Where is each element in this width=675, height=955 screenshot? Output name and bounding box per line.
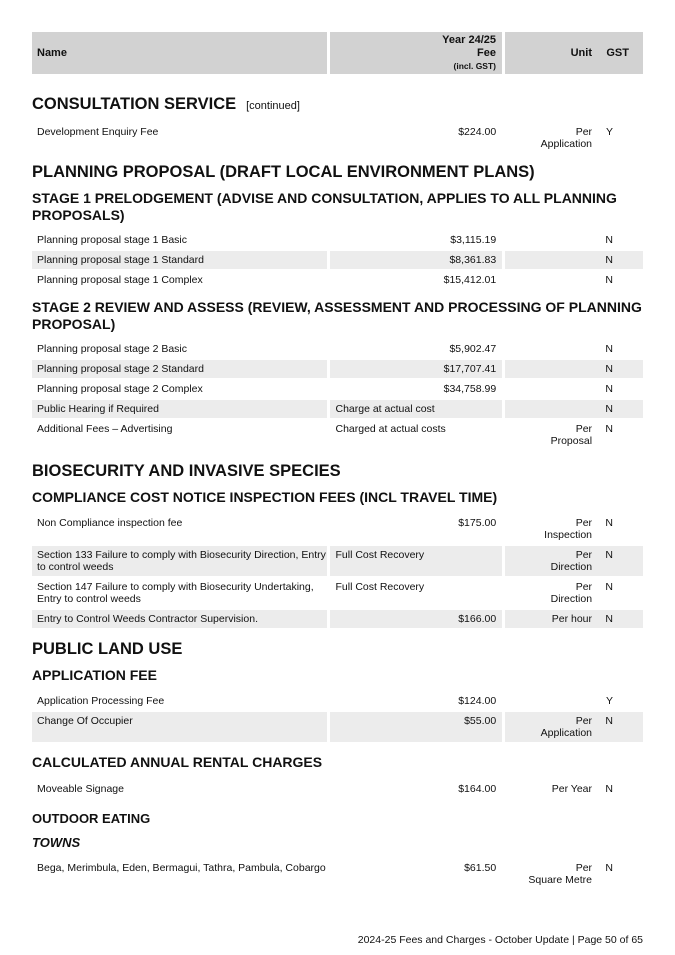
fee-name: Development Enquiry Fee <box>37 126 159 138</box>
towns-rows <box>32 859 643 889</box>
fee-unit <box>505 400 592 418</box>
fee-amount: $164.00 <box>458 783 497 795</box>
table-row <box>32 420 643 450</box>
fee-unit <box>505 271 592 289</box>
fee-unit <box>505 360 592 378</box>
fee-amount: $55.00 <box>330 712 502 742</box>
header-unit-gst <box>505 32 643 74</box>
fee-unit: Per Direction <box>550 581 593 605</box>
fee-name: Moveable Signage <box>37 783 124 795</box>
fee-gst: Y <box>605 126 613 138</box>
fee-unit <box>505 251 592 269</box>
fee-unit: Per Direction <box>505 546 592 576</box>
fee-gst: N <box>605 783 613 795</box>
fee-amount: Full Cost Recovery <box>335 581 425 593</box>
section-title-text: CONSULTATION SERVICE <box>32 95 237 113</box>
fee-amount: $61.50 <box>464 862 497 874</box>
section-title-public-land: PUBLIC LAND USE <box>32 640 183 658</box>
fee-unit: Per Year <box>551 783 593 795</box>
fee-amount: $5,902.47 <box>449 343 497 355</box>
fee-amount: $224.00 <box>458 126 497 138</box>
table-row <box>32 610 643 628</box>
fee-name: Planning proposal stage 1 Basic <box>37 234 188 246</box>
fee-name: Non Compliance inspection fee <box>37 517 183 529</box>
table-row <box>32 251 643 269</box>
fees-page <box>32 32 643 891</box>
fee-name: Change Of Occupier <box>32 712 327 742</box>
fee-name: Public Hearing if Required <box>32 400 327 418</box>
header-fee-gst-note: (incl. GST) <box>453 60 496 71</box>
fee-gst: N <box>605 581 614 593</box>
continued-label: [continued] <box>246 100 300 112</box>
header-unit: Unit <box>570 47 592 59</box>
fee-gst: N <box>592 360 643 378</box>
rental-rows <box>32 780 643 798</box>
fee-amount: $34,758.99 <box>443 383 497 395</box>
table-row <box>32 859 643 889</box>
stage2-rows <box>32 340 643 450</box>
fee-amount: $166.00 <box>330 610 502 628</box>
table-row <box>32 400 643 418</box>
fee-gst: N <box>592 712 643 742</box>
fee-name: Section 147 Failure to comply with Biosecurity Undertaking, Entry to control weeds <box>37 581 314 605</box>
subsection-title-stage2: STAGE 2 REVIEW AND ASSESS (REVIEW, ASSESSMENT AND PROCESSING OF PLANNING PROPOSAL) <box>32 299 642 332</box>
fee-gst: N <box>605 423 614 435</box>
fee-gst: N <box>605 517 613 529</box>
table-row <box>32 692 643 710</box>
fee-name: Planning proposal stage 2 Basic <box>37 343 188 355</box>
fee-name: Planning proposal stage 1 Standard <box>32 251 327 269</box>
fee-amount: Full Cost Recovery <box>330 546 502 576</box>
fee-gst: N <box>592 251 643 269</box>
fee-gst: Y <box>605 695 613 707</box>
fee-name: Planning proposal stage 2 Complex <box>37 383 203 395</box>
stage1-rows <box>32 231 643 289</box>
subsection-title-towns: TOWNS <box>32 835 81 850</box>
fee-unit: Per hour <box>505 610 592 628</box>
fee-gst: N <box>605 274 613 286</box>
section-title-biosecurity: BIOSECURITY AND INVASIVE SPECIES <box>32 462 341 480</box>
header-gst: GST <box>606 47 629 59</box>
fee-name: Additional Fees – Advertising <box>37 423 173 435</box>
fee-gst: N <box>605 383 613 395</box>
fee-amount: Charge at actual cost <box>330 400 502 418</box>
table-row <box>32 578 643 608</box>
header-fee <box>330 32 502 74</box>
fee-amount: $8,361.83 <box>330 251 502 269</box>
table-row <box>32 780 643 798</box>
fee-amount: $15,412.01 <box>443 274 497 286</box>
fee-gst: N <box>592 546 643 576</box>
header-fee-year: Year 24/25 <box>442 33 496 46</box>
fee-gst: N <box>592 610 643 628</box>
fee-unit: Per Square Metre <box>528 862 593 886</box>
fee-gst: N <box>592 400 643 418</box>
subsection-title-rental: CALCULATED ANNUAL RENTAL CHARGES <box>32 754 323 770</box>
fee-amount: $3,115.19 <box>450 234 497 246</box>
fee-gst: N <box>605 234 613 246</box>
fee-name: Entry to Control Weeds Contractor Supervision. <box>32 610 327 628</box>
consultation-rows <box>32 123 643 153</box>
fee-name: Bega, Merimbula, Eden, Bermagui, Tathra, Pambula, Cobargo <box>37 862 326 874</box>
fee-name: Application Processing Fee <box>37 695 165 707</box>
fee-gst: N <box>605 862 613 874</box>
fee-unit <box>505 380 592 398</box>
table-row <box>32 546 643 576</box>
application-rows <box>32 692 643 742</box>
fee-unit: Per Inspection <box>544 517 593 541</box>
header-fee-label: Fee <box>477 46 496 59</box>
table-row <box>32 514 643 544</box>
page-footer: 2024-25 Fees and Charges - October Update | Page 50 of 65 <box>357 934 643 946</box>
compliance-rows <box>32 514 643 628</box>
table-row <box>32 231 643 249</box>
subsection-title-stage1: STAGE 1 PRELODGEMENT (ADVISE AND CONSULTATION, APPLIES TO ALL PLANNING PROPOSALS) <box>32 190 617 223</box>
table-header <box>32 32 643 74</box>
subsection-title-application-fee: APPLICATION FEE <box>32 667 157 683</box>
table-row <box>32 340 643 358</box>
fee-name: Section 133 Failure to comply with Biosecurity Direction, Entry to control weeds <box>32 546 327 576</box>
section-title-consultation <box>32 95 643 116</box>
fee-name: Planning proposal stage 1 Complex <box>37 274 203 286</box>
table-row <box>32 380 643 398</box>
fee-unit <box>505 231 592 249</box>
fee-unit <box>505 340 592 358</box>
fee-amount: $175.00 <box>458 517 497 529</box>
table-row <box>32 271 643 289</box>
fee-gst: N <box>605 343 613 355</box>
fee-amount: $17,707.41 <box>330 360 502 378</box>
fee-unit: Per Application <box>540 126 593 150</box>
header-name: Name <box>32 32 327 74</box>
table-row <box>32 712 643 742</box>
subsection-title-compliance: COMPLIANCE COST NOTICE INSPECTION FEES (INCL TRAVEL TIME) <box>32 489 498 505</box>
fee-unit <box>505 692 592 710</box>
subsection-title-outdoor-eating: OUTDOOR EATING <box>32 811 151 826</box>
section-title-planning: PLANNING PROPOSAL (DRAFT LOCAL ENVIRONMENT PLANS) <box>32 163 535 181</box>
fee-unit: Per Application <box>505 712 592 742</box>
table-row <box>32 123 643 153</box>
fee-unit: Per Proposal <box>550 423 593 447</box>
fee-amount: $124.00 <box>458 695 497 707</box>
fee-amount: Charged at actual costs <box>335 423 446 435</box>
table-row <box>32 360 643 378</box>
fee-name: Planning proposal stage 2 Standard <box>32 360 327 378</box>
